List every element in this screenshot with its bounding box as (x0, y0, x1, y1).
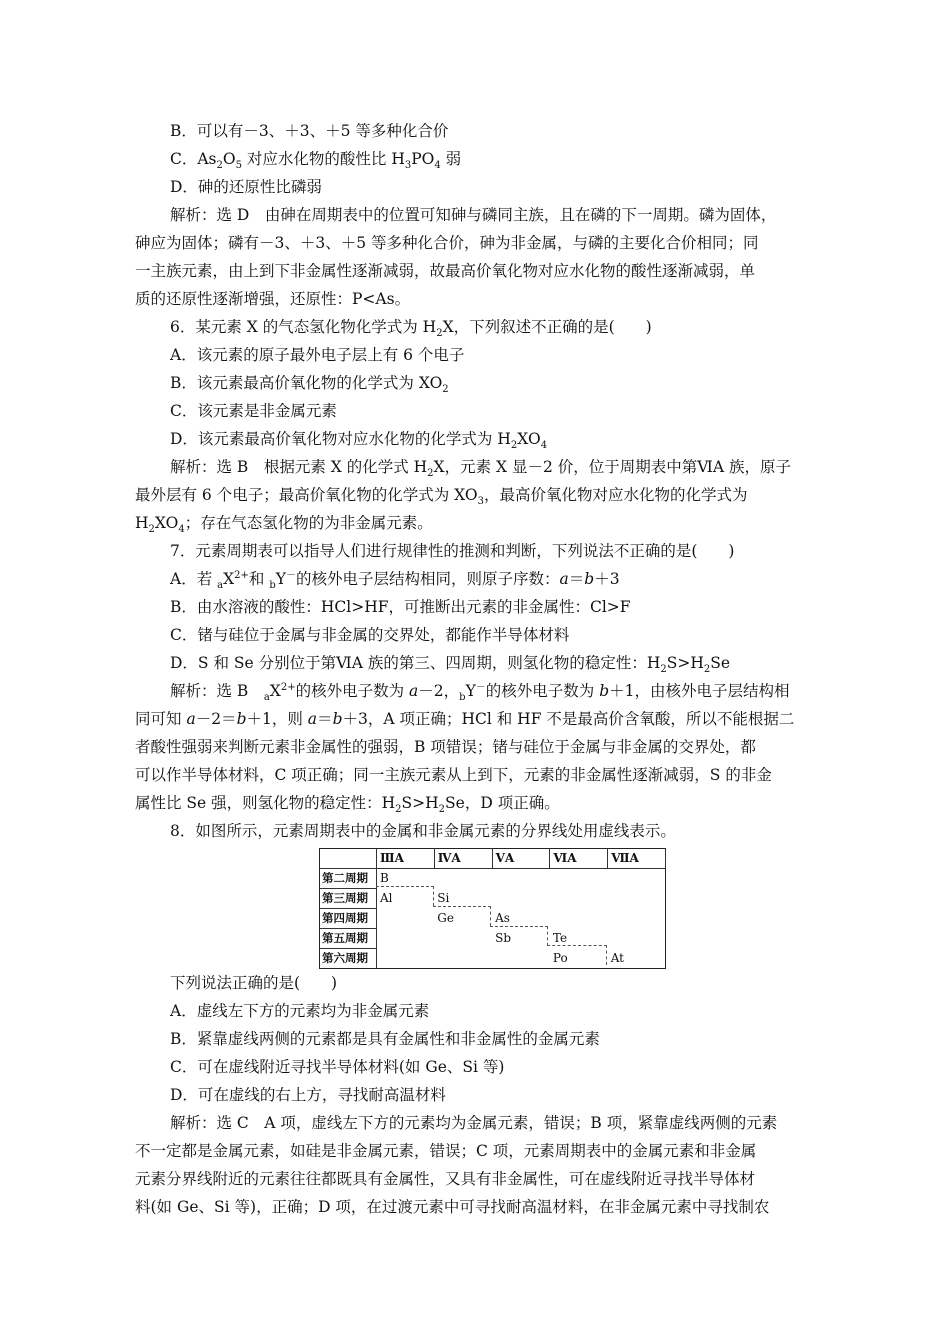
element-cell (608, 889, 666, 909)
text-line-l33: 不一定都是金属元素，如硅是非金属元素，错误；C 项，元素周期表中的金属元素和非金属 (135, 1142, 757, 1160)
table-header-cell (320, 849, 377, 869)
table-header-cell: ⅦA (608, 849, 666, 869)
element-cell: Ge (437, 911, 454, 925)
text-line-l14: 最外层有 6 个电子；最高价氧化物的化学式为 $XO_3$，最高价氧化物对应水化物的化学式为 (135, 486, 748, 508)
element-cell (550, 889, 608, 909)
boundary-dash-7 (547, 945, 607, 946)
period-label: 第四周期 (320, 909, 377, 929)
element-cell (492, 949, 550, 969)
period-label: 第二周期 (320, 869, 377, 889)
text-line-l24: 可以作半导体材料，C 项正确；同一主族元素从上到下，元素的非金属性逐渐减弱，S 的非金 (135, 766, 772, 784)
element-cell (492, 869, 550, 889)
text-line-l34: 元素分界线附近的元素往往都既具有金属性，又具有非金属性，可在虚线附近寻找半导体材 (135, 1170, 756, 1188)
boundary-dash-8 (606, 945, 607, 965)
element-cell (434, 949, 492, 969)
element-cell: Sb (495, 931, 511, 945)
element-cell: As (495, 911, 510, 925)
text-line-l5: 砷应为固体；磷有－3、＋3、＋5 等多种化合价，砷为非金属，与磷的主要化合价相同；同 (135, 234, 759, 252)
text-line-l13: 解析：选 B 根据元素 X 的化学式 $H_2X$，元素 X 显－2 价，位于周期表中第ⅥA 族，原子 (170, 458, 791, 480)
text-line-l1: B．可以有－3、＋3、＋5 等多种化合价 (170, 122, 449, 140)
boundary-dash-5 (490, 926, 548, 927)
element-cell: B (380, 871, 389, 886)
element-cell (434, 869, 492, 889)
periodic-table-figure (319, 848, 666, 966)
text-line-l22: 同可知 a－2＝b＋1，则 a＝b＋3，A 项正确；HCl 和 HF 不是最高价含氧酸，所以不能根据二 (135, 710, 795, 728)
text-line-l20: D．S 和 Se 分别位于第ⅥA 族的第三、四周期，则氢化物的稳定性：$H_2S>H_2Se$ (170, 654, 731, 676)
element-cell (377, 909, 435, 929)
table-header-cell: ⅥA (550, 849, 608, 869)
text-line-l12: D．该元素最高价氧化物对应水化物的化学式为 $H_2XO_4$ (170, 430, 548, 452)
text-line-l11: C．该元素是非金属元素 (170, 402, 337, 420)
element-cell (608, 929, 666, 949)
text-line-l29: B．紧靠虚线两侧的元素都是具有金属性和非金属性的金属元素 (170, 1030, 600, 1048)
element-cell (608, 869, 666, 889)
element-cell: Te (552, 931, 568, 945)
text-line-l28: A．虚线左下方的元素均为非金属元素 (170, 1002, 430, 1020)
element-cell (550, 869, 608, 889)
element-cell: Al (380, 891, 393, 905)
text-line-l4: 解析：选 D 由砷在周期表中的位置可知砷与磷同主族，且在磷的下一周期。磷为固体， (170, 206, 777, 224)
element-cell: Po (552, 950, 568, 965)
period-label: 第五周期 (320, 929, 377, 949)
text-line-l23: 者酸性强弱来判断元素非金属性的强弱，B 项错误；锗与硅位于金属与非金属的交界处，都 (135, 738, 756, 756)
boundary-dash-3 (433, 906, 491, 907)
text-line-l10: B．该元素最高价氧化物的化学式为 $XO_2$ (170, 374, 449, 396)
text-line-l21: 解析：选 B $_aX^{2+}$的核外电子数为 a－2，$_b$Y－的核外电子数为 b＋1，由核外电子层结构相 (170, 681, 790, 704)
table-header-cell: ⅢA (377, 849, 435, 869)
element-cell (492, 889, 550, 909)
element-cell (377, 949, 435, 969)
period-label: 第六周期 (320, 949, 377, 969)
text-line-l26: 8．如图所示，元素周期表中的金属和非金属元素的分界线处用虚线表示。 (170, 822, 676, 840)
table-row (320, 929, 666, 949)
text-line-l31: D．可在虚线的右上方，寻找耐高温材料 (170, 1086, 446, 1104)
text-line-l30: C．可在虚线附近寻找半导体材料(如 Ge、Si 等) (170, 1058, 505, 1076)
element-cell (377, 929, 435, 949)
element-cell (550, 909, 608, 929)
text-line-l9: A．该元素的原子最外电子层上有 6 个电子 (170, 346, 465, 364)
element-cell: Si (437, 891, 450, 905)
text-line-l19: C．锗与硅位于金属与非金属的交界处，都能作半导体材料 (170, 626, 570, 644)
text-line-l25: 属性比 Se 强，则氢化物的稳定性：$H_2S>H_2Se$，D 项正确。 (135, 794, 560, 816)
text-line-l3: D．砷的还原性比磷弱 (170, 178, 322, 196)
text-line-l16: 7．元素周期表可以指导人们进行规律性的推测和判断，下列说法不正确的是( ) (170, 542, 735, 560)
table-header-cell: ⅤA (492, 849, 550, 869)
text-line-l8: 6．某元素 X 的气态氢化物化学式为 $H_2X$，下列叙述不正确的是( ) (170, 318, 652, 340)
text-line-l18: B．由水溶液的酸性：HCl>HF，可推断出元素的非金属性：Cl>F (170, 598, 631, 616)
text-line-l2: C．$As_2O_5$ 对应水化物的酸性比 $H_3PO_4$ 弱 (170, 150, 462, 172)
text-line-l27: 下列说法正确的是( ) (170, 974, 338, 992)
element-cell (434, 929, 492, 949)
text-line-l35: 料(如 Ge、Si 等)，正确；D 项，在过渡元素中可寻找耐高温材料，在非金属元素中寻找制农 (135, 1198, 770, 1216)
boundary-dash-6 (547, 926, 548, 946)
text-line-l17: A．若 $_aX^{2+}$和 $_b$Y－的核外电子层结构相同，则原子序数：a＝b＋3 (170, 569, 620, 592)
element-cell (608, 909, 666, 929)
boundary-dash-4 (490, 906, 491, 926)
text-line-l32: 解析：选 C A 项，虚线左下方的元素均为金属元素，错误；B 项，紧靠虚线两侧的元素 (170, 1114, 778, 1132)
table-row (320, 949, 666, 969)
boundary-dash-2 (433, 886, 434, 906)
text-line-l6: 一主族元素，由上到下非金属性逐渐减弱，故最高价氧化物对应水化物的酸性逐渐减弱，单 (135, 262, 756, 280)
element-cell: At (610, 950, 624, 965)
periodic-table (319, 848, 666, 969)
table-row (320, 869, 666, 889)
period-label: 第三周期 (320, 889, 377, 909)
table-row (320, 889, 666, 909)
text-line-l7: 质的还原性逐渐增强，还原性：P<As。 (135, 290, 411, 308)
text-line-l15: $H_2XO_4$；存在气态氢化物的为非金属元素。 (135, 514, 433, 536)
boundary-dash-1 (376, 886, 434, 887)
table-header-cell: ⅣA (434, 849, 492, 869)
